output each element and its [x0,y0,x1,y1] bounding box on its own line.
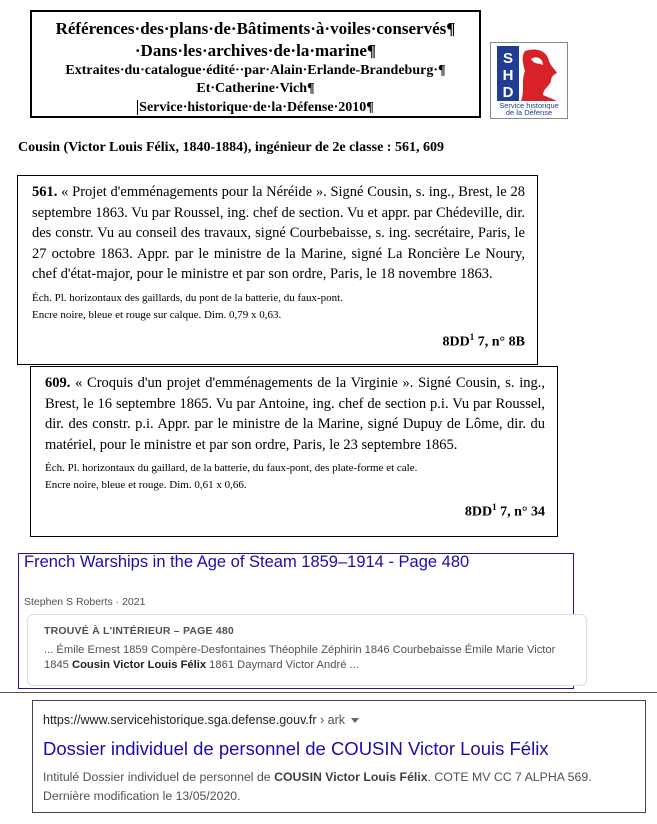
entry-reference [45,497,545,523]
entry-ref-series: 8DD [464,504,493,520]
logo-letter-s: S [502,50,514,67]
search-result-breadcrumb: › ark [316,713,346,727]
catalog-entry-609 [30,366,558,537]
header-line-2: ·Dans·les·archives·de·la·marine¶ [134,41,377,60]
entry-detail-2: Encre noire, bleue et rouge. Dim. 0,61 x 0,66. [45,479,247,491]
book-snippet-panel[interactable] [27,614,587,686]
entry-ref-sup: 1 [469,331,475,342]
entry-ref-sup: 1 [492,502,497,512]
book-snippet [44,643,579,672]
shd-logo-graphic [491,43,567,118]
search-snippet-b: . COTE MV CC 7 ALPHA 569. Dernière modification le 13/05/2020. [43,770,592,803]
catalog-entry-561 [17,175,538,365]
book-title-link[interactable]: French Warships in the Age of Steam 1859–1914 - Page 480 [24,553,470,571]
book-result-card[interactable] [18,553,574,689]
search-result-snippet [43,768,639,806]
entry-body [32,182,525,285]
entry-reference [32,327,525,353]
logo-caption-1: Service historique [499,101,559,110]
entry-text: « Croquis d'un projet d'emménagements de la Virginie ». Signé Cousin, s. ing., Brest, le 16 septembre 1865. Vu par Antoine, ing. chef de section p.i. Vu par Roussel, dir. des constr. p.i. Appr. par le ministre de la Marine, signé Dupuy de Lôme, dir. du matériel, pour le ministre et par son ordre, Paris, le 23 septembre 1865. [45,375,546,453]
book-snippet-a: ... Émile Ernest 1859 Compère-Desfontaines Théophile Zéphirin 1846 Courbebaisse Émile Marie Victor 1845 [44,644,556,671]
header-line-1: Références·des·plans·de·Bâtiments·à·voiles·conservés¶ [55,19,456,38]
logo-letter-d: D [502,84,514,101]
entry-ref-number: 7, n° 34 [496,504,545,520]
search-result-domain: https://www.servicehistorique.sga.defense.gouv.fr [43,713,317,727]
logo-caption-2: de la Défense [505,108,553,117]
entry-number: 609. [45,375,71,391]
header-line-5 [32,98,479,118]
entry-detail-2: Encre noire, bleue et rouge sur calque. Dim. 0,79 x 0,63. [32,308,282,321]
book-found-inside-label: TROUVÉ À L'INTÉRIEUR – PAGE 480 [44,625,234,637]
search-result-title-link[interactable]: Dossier individuel de personnel de COUSIN Victor Louis Félix [43,738,549,759]
header-box [30,10,481,118]
search-snippet-a: Intitulé Dossier individuel de personnel de [43,770,275,784]
book-snippet-highlight: Cousin Victor Louis Félix [72,658,207,671]
divider [0,692,657,693]
search-result-card [32,700,646,813]
book-author-year: Stephen S Roberts · 2021 [24,596,146,608]
header-line-5-text: Service·historique·de·la·Défense·2010¶ [139,100,374,115]
entry-detail-1: Éch. Pl. horizontaux du gaillard, de la batterie, du faux-pont, des plate-forme et cale. [45,462,418,474]
shd-logo [490,42,568,119]
logo-letter-h: H [502,67,514,84]
entry-text: « Projet d'emménagements pour la Néréide ». Signé Cousin, s. ing., Brest, le 28 septembre 1863. Vu par Roussel, ing. chef de section. Vu et appr. par Chédeville, dir. des constr. Vu au conseil des travaux, signé Courbebaisse, s. ing. secrétaire, Paris, le 27 octobre 1863. Appr. par le ministre de la Marine, signé La Roncière Le Noury, chef d'état-major, pour le ministre et par son ordre, Paris, le 18 novembre 1863. [32,184,525,282]
header-line-3: Extraites·du·catalogue·édité··par·Alain·Erlande-Brandeburg·¶ [65,63,446,78]
entry-ref-number: 7, n° 8B [474,334,525,350]
search-result-url[interactable] [43,713,359,727]
header-line-4: Et·Catherine·Vich¶ [196,81,315,96]
chevron-down-icon[interactable] [351,718,359,723]
book-snippet-b: 1861 Daymard Victor André ... [206,658,359,671]
entry-body [45,373,545,455]
entry-number: 561. [32,184,58,200]
entry-ref-series: 8DD [442,334,470,350]
entry-detail-1: Éch. Pl. horizontaux des gaillards, du pont de la batterie, du faux-pont. [32,291,343,304]
search-snippet-highlight: COUSIN Victor Louis Félix [274,770,428,784]
person-title: Cousin (Victor Louis Félix, 1840-1884), ingénieur de 2e classe : 561, 609 [18,140,444,155]
